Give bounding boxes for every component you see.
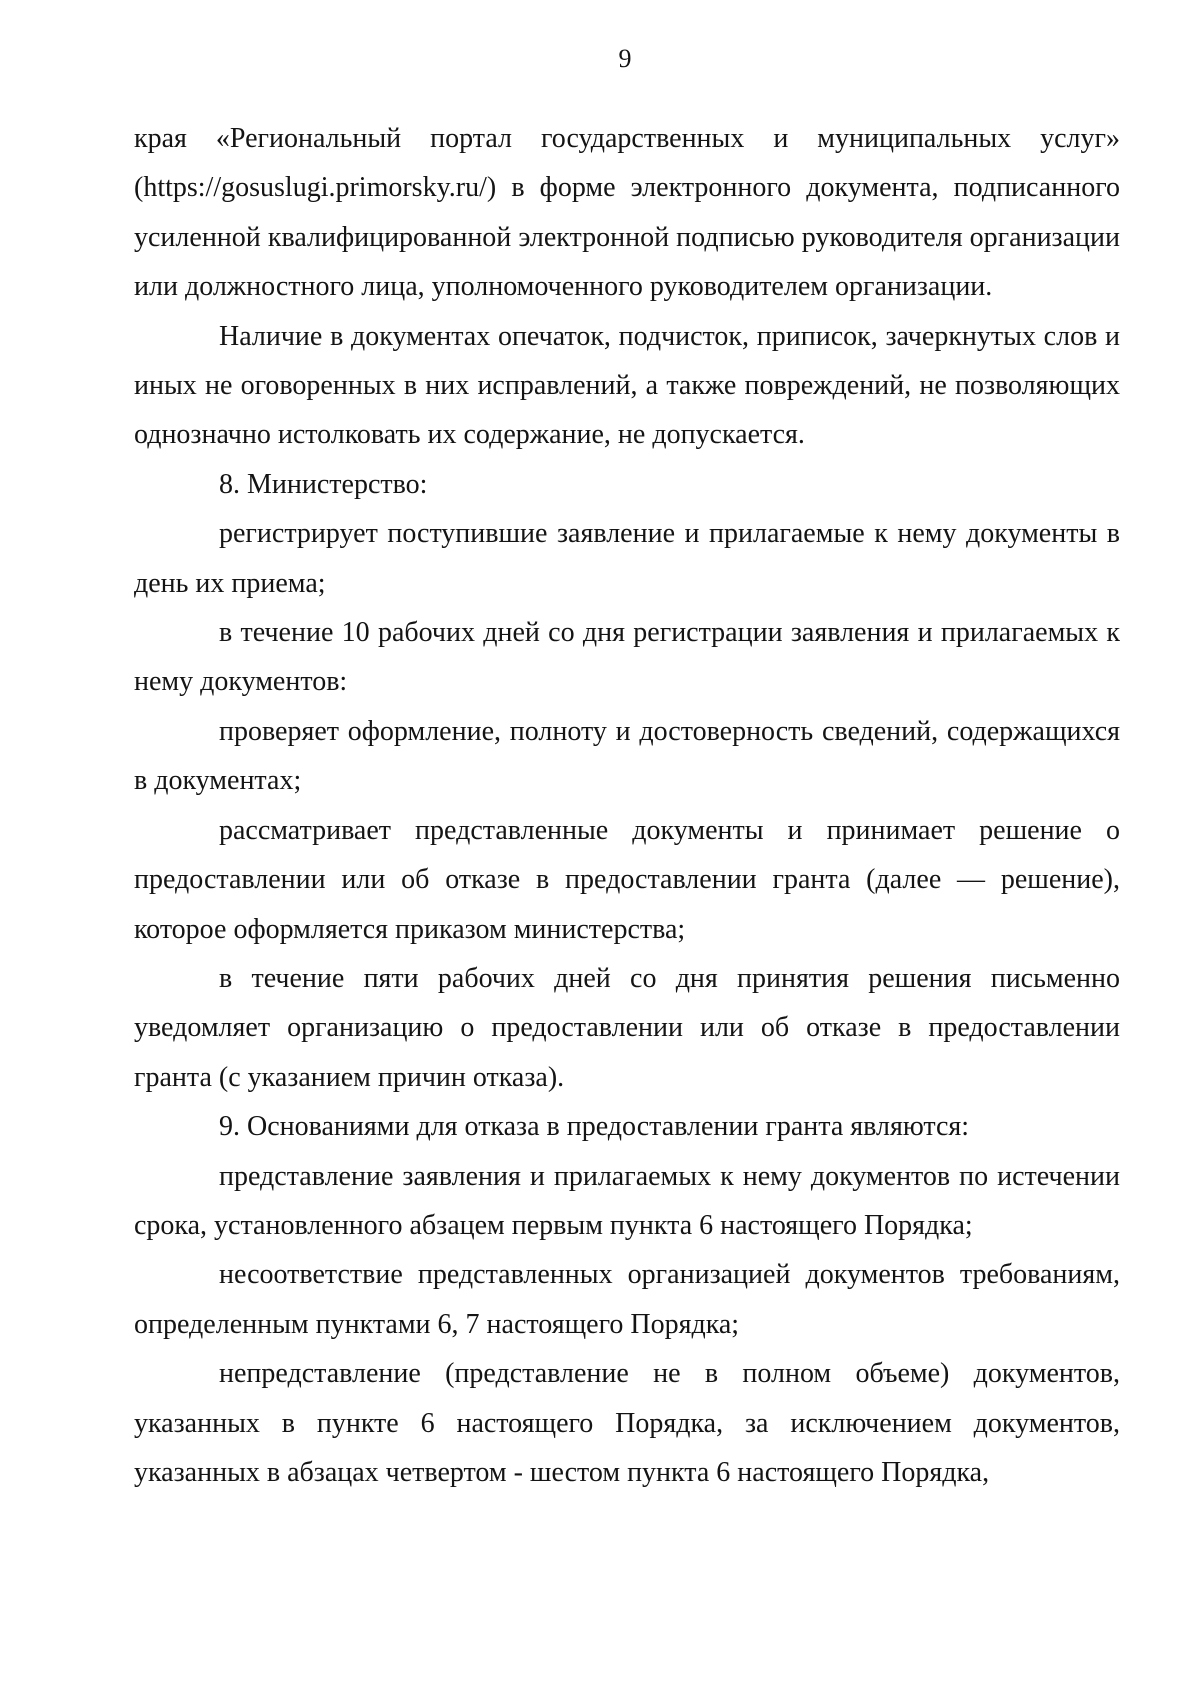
paragraph-verification: проверяет оформление, полноту и достоверность сведений, содержащихся в документах; (134, 715, 1120, 797)
paragraph-late-submission: представление заявления и прилагаемых к нему документов по истечении срока, установленного абзацем первым пункта 6 настоящего Порядка; (134, 1160, 1120, 1241)
paragraph-nonsubmission: непредставление (представление не в полном объеме) документов, указанных в пункте 6 настоящего Порядка, за исключением документов, указанных в абзацах четвертом - шестом пункта 6 настоящего Порядка, (134, 1358, 1120, 1488)
paragraph-item-9-heading: 9. Основаниями для отказа в предоставлении гранта являются: (219, 1111, 970, 1143)
paragraph-document-defects: Наличие в документах опечаток, подчисток, приписок, зачеркнутых слов и иных не оговоренных в них исправлений, а также повреждений, не позволяющих однозначно истолковать их содержание, не допускается. (134, 320, 1120, 451)
paragraph-decision: рассматривает представленные документы и принимает решение о предоставлении или об отказе в предоставлении гранта (далее — решение), которое оформляется приказом министерства; (134, 814, 1120, 945)
paragraph-notification: в течение пяти рабочих дней со дня принятия решения письменно уведомляет организацию о предоставлении или об отказе в предоставлении гранта (с указанием причин отказа). (134, 962, 1120, 1093)
paragraph-portal-submission: края «Региональный портал государственных и муниципальных услуг» (https://gosuslugi.primorsky.ru/) в форме электронного документа, подписанного усиленной квалифицированной электронной подписью руководителя организации или должностного лица, уполномоченного руководителем организации. (134, 123, 1120, 303)
paragraph-review-period: в течение 10 рабочих дней со дня регистрации заявления и прилагаемых к нему документов: (134, 617, 1120, 698)
paragraph-item-8-heading: 8. Министерство: (219, 468, 428, 500)
document-body (134, 114, 1120, 1497)
paragraph-nonconformity: несоответствие представленных организацией документов требованиям, определенным пунктами 6, 7 настоящего Порядка; (134, 1259, 1120, 1340)
paragraph-registration: регистрирует поступившие заявление и прилагаемые к нему документы в день их приема; (134, 518, 1120, 599)
page-number: 9 (618, 44, 632, 73)
